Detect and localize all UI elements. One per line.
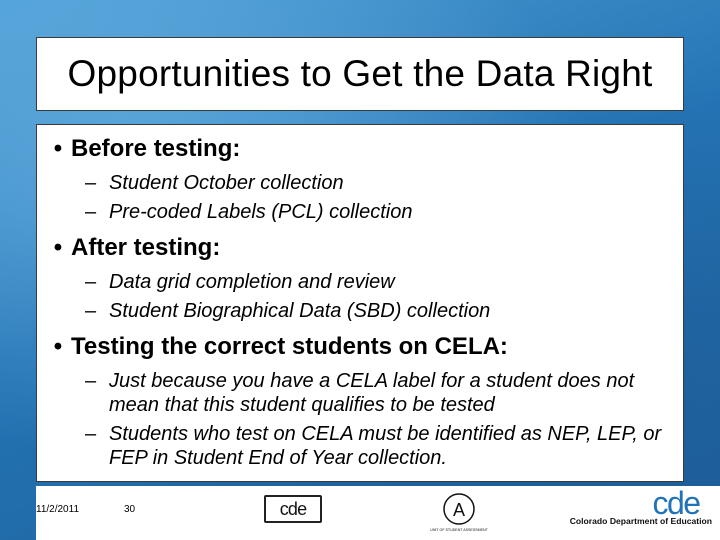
sub-item-text: Students who test on CELA must be identified as NEP, LEP, or FEP in Student End of Year collection.: [109, 423, 662, 469]
bullet-heading: After testing:: [71, 234, 221, 261]
bullet-testing-correct-students: [45, 333, 673, 361]
sub-item-text: Pre-coded Labels (PCL) collection: [109, 201, 413, 223]
sub-item-text: Student October collection: [109, 172, 344, 194]
bullet-dot: •: [53, 333, 63, 360]
title-box: [36, 37, 684, 111]
cde-logo-large-text: cde: [652, 485, 700, 521]
sub-item: [85, 270, 673, 294]
bullet-dot: •: [53, 234, 63, 261]
sub-list: [85, 369, 673, 470]
sub-list: [85, 171, 673, 224]
sub-item-text: Student Biographical Data (SBD) collection: [109, 300, 491, 322]
sub-item: [85, 299, 673, 323]
footer-date: 11/2/2011: [36, 504, 80, 515]
dash-marker: –: [85, 172, 97, 194]
dash-marker: –: [85, 271, 97, 293]
slide-footer: [36, 486, 720, 540]
bullet-dot: •: [53, 135, 63, 162]
slide-title: Opportunities to Get the Data Right: [67, 53, 653, 94]
sub-item: [85, 422, 673, 470]
sub-item: [85, 171, 673, 195]
org-name: Colorado Department of Education: [569, 516, 712, 526]
sub-item: [85, 200, 673, 224]
dash-marker: –: [85, 300, 97, 322]
bullet-heading: Testing the correct students on CELA:: [71, 333, 508, 360]
cde-logo-small-text: cde: [279, 499, 307, 519]
content-box: [36, 124, 684, 482]
seal-letter: A: [452, 500, 466, 520]
bullet-before-testing: [45, 135, 673, 163]
cde-logo-small: [264, 495, 322, 523]
sub-item-text: Data grid completion and review: [109, 271, 395, 293]
sub-item-text: Just because you have a CELA label for a student does not mean that this student qualifies to be tested: [109, 370, 635, 416]
sub-list: [85, 270, 673, 323]
page-number: 30: [124, 504, 136, 515]
assessment-seal-logo: [430, 489, 488, 535]
dash-marker: –: [85, 201, 97, 223]
bullet-after-testing: [45, 234, 673, 262]
cde-logo-large: [556, 486, 716, 540]
seal-text: UNIT OF STUDENT ASSESSMENT: [430, 528, 488, 532]
sub-item: [85, 369, 673, 417]
dash-marker: –: [85, 423, 97, 445]
bullet-heading: Before testing:: [71, 135, 241, 162]
dash-marker: –: [85, 370, 97, 392]
